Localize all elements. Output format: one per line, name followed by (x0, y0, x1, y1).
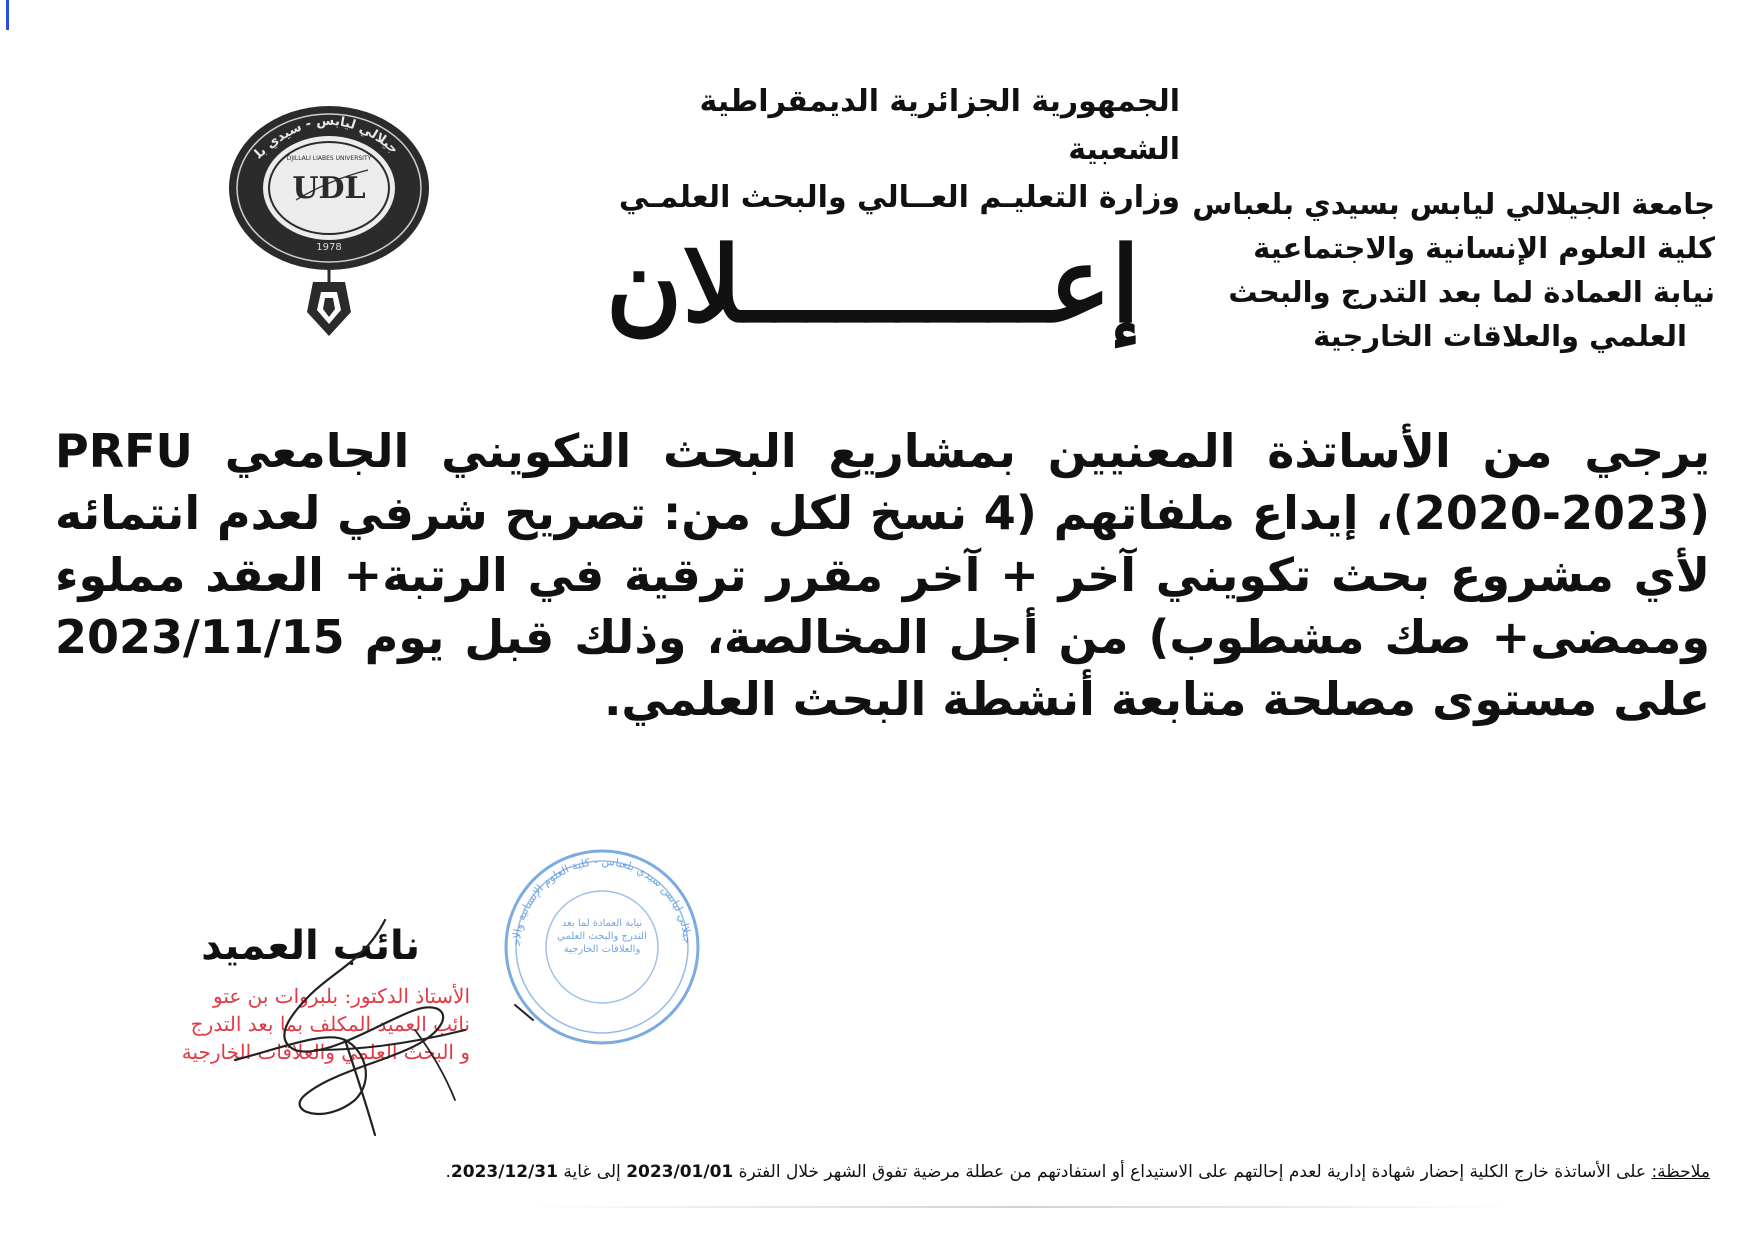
note-text-before: على الأساتذة خارج الكلية إحضار شهادة إدارية لعدم إحالتهم على الاستيداع أو استفادتهم من عطلة مرضية تفوق الشهر خلال الفترة (738, 1162, 1647, 1182)
vice-deanship-line: نيابة العمادة لما بعد التدرج والبحث (1228, 275, 1715, 309)
note-label: ملاحظة: (1651, 1162, 1710, 1182)
signature-title: نائب العميد (201, 923, 420, 969)
seal-year: 1978 (316, 242, 342, 253)
announcement-title: إعــــــــــلان (605, 223, 1140, 346)
stamp-line-1: الأستاذ الدكتور: بلبروات بن عتو (212, 984, 470, 1008)
blue-stamp-center-text: نيابة العمادة لما بعد التدرج والبحث العلمي والعلاقات الخارجية (557, 918, 647, 955)
note-text-between: إلى غاية (563, 1162, 621, 1182)
blue-stamp-ring-text: جيلالي ليابس سيدي بلعباس - كلية العلوم الإنسانية والاج (509, 854, 694, 947)
header-republic (600, 78, 1180, 222)
ministry-line: وزارة التعليـم العــالي والبحث العلمـي (618, 180, 1180, 215)
vice-deanship-line-2: العلمي والعلاقات الخارجية (1313, 319, 1687, 353)
stamp-line-3: و البحث العلمي والعلاقات الخارجية (181, 1040, 470, 1064)
note-text (446, 1162, 1647, 1182)
university-name: جامعة الجيلالي ليابس بسيدي بلعباس (1192, 187, 1715, 221)
announcement-body: يرجي من الأساتذة المعنيين بمشاريع البحث التكويني الجامعي PRFU (2020-2023)، إيداع ملفاتهم (4 نسخ لكل من: تصريح شرفي لعدم انتمائه لأي مشروع بحث تكويني آخر + آخر مقرر ترقية في الرتبة+ العقد مملوء وممضى+ صك مشطوب) من أجل المخالصة، وذلك قبل يوم 2023/11/15 على مستوى مصلحة متابعة أنشطة البحث العلمي. (55, 424, 1710, 726)
note-text-end: . (445, 1162, 451, 1182)
university-block (1150, 182, 1715, 358)
footer-divider (520, 1206, 1520, 1208)
seal-subtitle: DJILLALI LIABES UNIVERSITY (286, 155, 372, 162)
stamp-line-2: نائب العميد المكلف بما بعد التدرج (190, 1012, 470, 1036)
university-seal-logo (218, 100, 440, 340)
handwritten-signature (215, 900, 545, 1140)
signature-icon (215, 900, 545, 1140)
seal-icon (218, 100, 440, 340)
republic-line: الجمهورية الجزائرية الديمقراطية الشعبية (699, 84, 1180, 167)
note-date-to: 2023/12/31 (450, 1162, 558, 1182)
faculty-name: كلية العلوم الإنسانية والاجتماعية (1253, 231, 1715, 265)
footnote (180, 1158, 1710, 1186)
note-date-from: 2023/01/01 (626, 1162, 734, 1182)
seal-monogram: UDL (292, 171, 366, 206)
seal-ring-text: جيلالي ليابس - سيدي بل (251, 113, 402, 162)
